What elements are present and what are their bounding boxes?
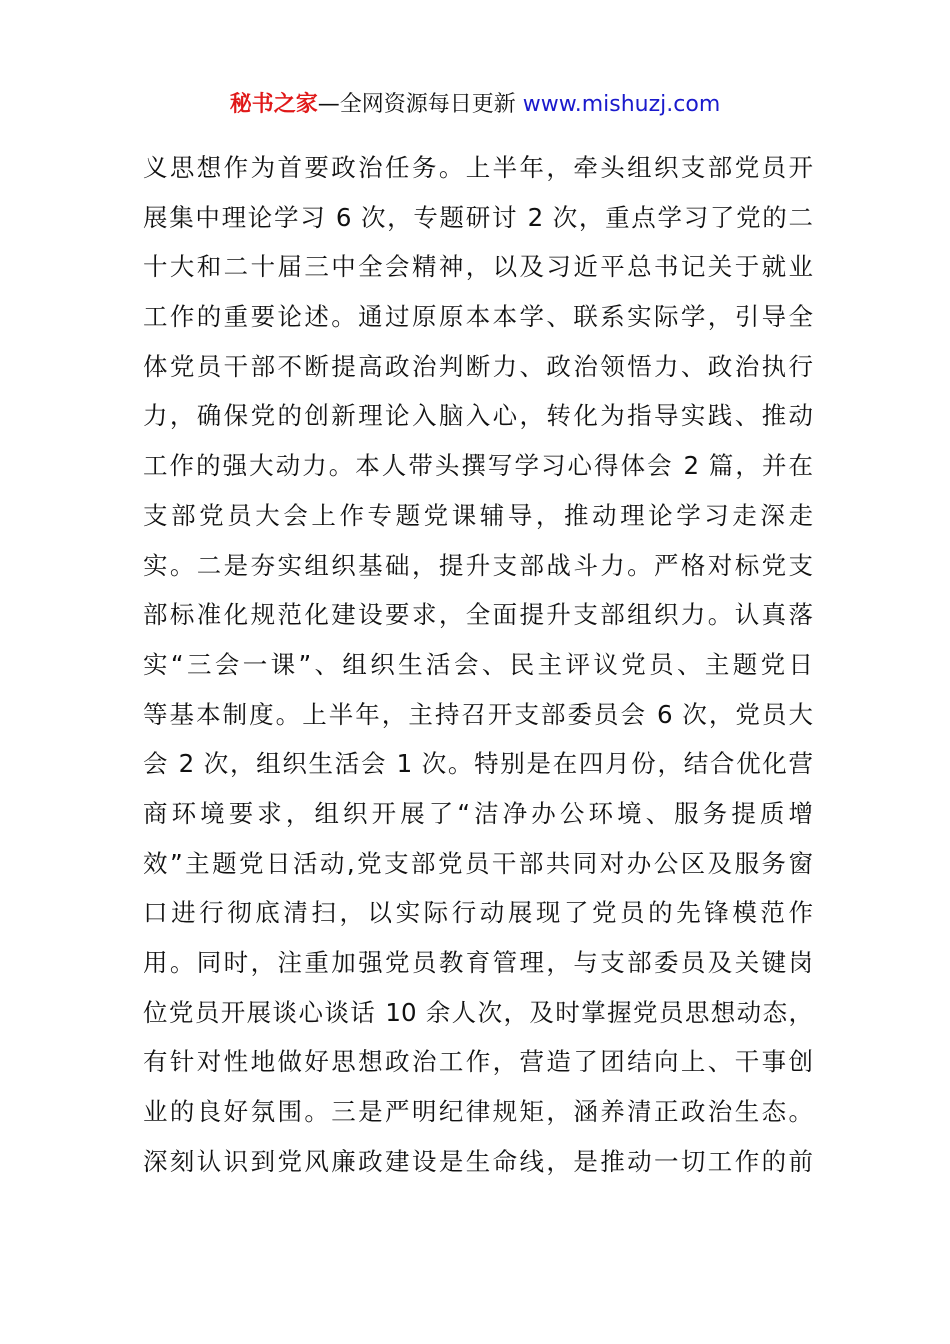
text-line: 实“三会一课”、组织生活会、民主评议党员、主题党日: [143, 649, 813, 679]
text-line: 义思想作为首要政治任务。上半年，牵头组织支部党员开: [143, 153, 813, 182]
text-line: 工作的强大动力。本人带头撰写学习心得体会 2 篇，并在: [143, 451, 813, 481]
text-line: 体党员干部不断提高政治判断力、政治领悟力、政治执行: [143, 351, 813, 381]
brand-name: 秘书之家: [229, 92, 318, 117]
text-line: 位党员开展谈心谈话 10 余人次，及时掌握党员思想动态，: [143, 997, 813, 1027]
text-line: 十大和二十届三中全会精神，以及习近平总书记关于就业: [143, 252, 813, 282]
text-line: 用。同时，注重加强党员教育管理，与支部委员及关键岗: [143, 948, 813, 977]
text-line: 有针对性地做好思想政治工作，营造了团结向上、干事创: [143, 1047, 813, 1077]
site-url-link[interactable]: www.mishuzj.com: [522, 92, 721, 117]
document-body: [143, 143, 813, 1186]
text-line: 力，确保党的创新理论入脑入心，转化为指导实践、推动: [143, 401, 813, 431]
text-line: 业的良好氛围。三是严明纪律规矩，涵养清正政治生态。: [143, 1097, 813, 1127]
text-line: 实。二是夯实组织基础，提升支部战斗力。严格对标党支: [143, 550, 813, 580]
text-line: 口进行彻底清扫，以实际行动展现了党员的先锋模范作: [143, 898, 813, 928]
text-line: 商环境要求，组织开展了“洁净办公环境、服务提质增: [143, 798, 813, 828]
header-tagline: —全网资源每日更新: [317, 92, 523, 117]
page-header: [0, 88, 950, 122]
text-line: 工作的重要论述。通过原原本本学、联系实际学，引导全: [143, 302, 813, 332]
text-line: 等基本制度。上半年，主持召开支部委员会 6 次，党员大: [143, 699, 813, 729]
text-line: 展集中理论学习 6 次，专题研讨 2 次，重点学习了党的二: [143, 202, 813, 232]
text-line: 支部党员大会上作专题党课辅导，推动理论学习走深走: [143, 500, 813, 530]
text-line: 部标准化规范化建设要求，全面提升支部组织力。认真落: [143, 600, 813, 630]
text-line: 效”主题党日活动,党支部党员干部共同对办公区及服务窗: [143, 848, 813, 878]
text-line: 会 2 次，组织生活会 1 次。特别是在四月份，结合优化营: [143, 749, 813, 779]
text-line: 深刻认识到党风廉政建设是生命线，是推动一切工作的前: [143, 1146, 813, 1176]
